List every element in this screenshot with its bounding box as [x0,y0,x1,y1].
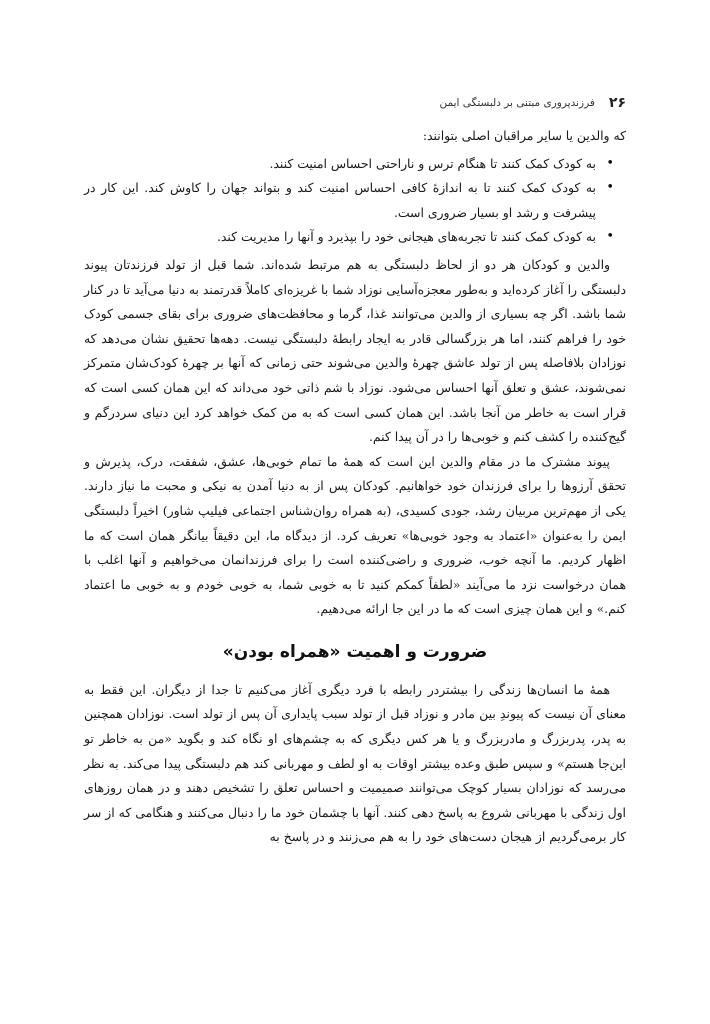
paragraph-being-together: همهٔ ما انسان‌ها زندگی را بیشتردر رابطه با فرد دیگری آغاز می‌کنیم تا جدا از دیگران. این فقط به معنای آن نیست که پیوندِ بین مادر و نوزاد قبل از تولد سبب پایداری آن پس از تولد است. نوزادان همچنین به پدر، پدربزرگ و مادربزرگ و یا هر کس دیگری که به چشم‌های او نگاه کند و بگوید «من به خاطر تو این‌جا هستم» و سپس طبق وعده بیشتر اوقات به او لطف و مهربانی کند هم دلبستگی پیدا می‌کند. به نظر می‌رسد که نوزادان بسیار کوچک می‌توانند صمیمیت و احساس تعلق را تشخیص دهند و در همان روزهای اول زندگی با مهربانی شروع به پاسخ دهی کنند. آنها با چشمان خود ما را دنبال می‌کنند و هنگامی که از سر کار برمی‌گردیم از هیجان دست‌های خود را به هم می‌زنند و در پاسخ به [84,681,626,845]
running-header [84,92,626,114]
page-number: ۲۶ [608,95,626,111]
running-title: فرزندپروری مبتنی بر دلبستگی ایمن [439,97,595,109]
bullet-item: • به کودک کمک کنند تا به اندازهٔ کافی احساس امنیت کند و بتواند جهان را کاوش کند. این کار در پیشرفت و رشد او بسیار ضروری است. [84,176,596,225]
bullet-list [84,152,626,250]
bullet-item: • به کودک کمک کنند تا تجربه‌های هیجانی خود را بپذیرد و آنها را مدیریت کند. [84,225,596,250]
bullet-item: • به کودک کمک کنند تا هنگام ترس و ناراحتی احساس امنیت کنند. [84,152,596,177]
intro-line: که والدین یا سایر مراقبان اصلی بتوانند: [422,128,626,143]
paragraph-shared-bond: پیوند مشترک ما در مقام والدین این است که همهٔ ما تمام خوبی‌ها، عشق، شفقت، درک، پذیرش و تحقق آرزوها را برای فرزندان خود خواهانیم. کودکان پس از به دنیا آمدن به نیکی و محبت ما نیاز دارند. یکی از مهم‌ترین مربیان رشد، جودی کسیدی، (به همراه روان‌شناس اجتماعی فیلیپ شاور) اخیراً دلبستگی ایمن را به‌عنوان «اعتماد به وجود خوبی‌ها» تعریف کرد. از دیدگاه ما، این دقیقاً بیانگر همان است که ما اظهار کردیم. ما آنچه خوب، ضروری و راضی‌کننده است را برای فرزندانمان می‌خواهیم و آنها اغلب با همان درخواست نزد ما می‌آیند «لطفاً کمکم کنید تا به خوبی شما، به خوبی خودم و به خوبی ما اعتماد کنم.» و این همان چیزی است که ما در این جا ارائه می‌دهیم. [84,453,626,617]
paragraph-attachment-bond: والدین و کودکان هر دو از لحاظ دلبستگی به هم مرتبط شده‌اند. شما قبل از تولد فرزندتان پیوند دلبستگی را آغاز کرده‌اید و به‌طور معجزه‌آسایی نوزاد شما با غریزه‌ای کاملاً قدرتمند به دنیا می‌آید تا در کنار شما باشد. اگر چه بسیاری از والدین می‌توانند غذا، گرما و محافظت‌های ضروری برای بقای جسمی کودک خود را فراهم کنند، اما هر بزرگسالی قادر به ایجاد رابطهٔ دلبستگی نیست. دهه‌ها تحقیق نشان می‌دهد که نوزادان بلافاصله پس از تولد عاشق چهرهٔ والدین می‌شوند حتی زمانی که آنها بر چهرهٔ کودک‌شان متمرکز نمی‌شوند، عشق و تعلق آنها احساس می‌شود. نوزاد با شم ذاتی خود می‌داند که این همان کسی است که قرار است به خاطر من آنجا باشد. این همان کسی است که به من کمک خواهد کرد این دنیای سردرگم و گیج‌کننده را کشف کنم و خوبی‌ها را در آن پیدا کنم. [84,256,626,445]
page-body [84,124,626,850]
section-heading: ضرورت و اهمیت «همراه بودن» [222,641,488,662]
